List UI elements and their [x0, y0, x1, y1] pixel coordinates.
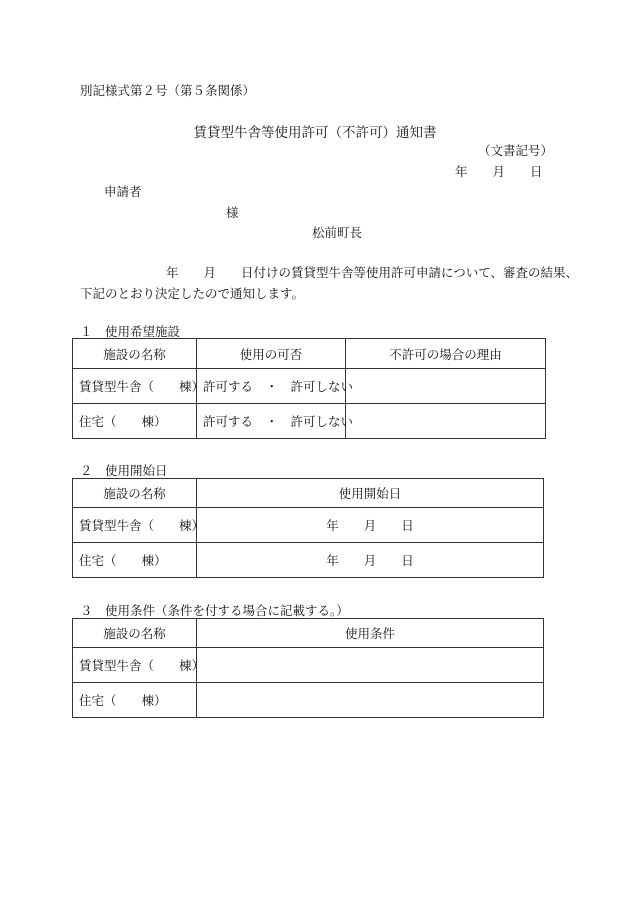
form-label: 別記様式第２号（第５条関係）	[80, 83, 256, 98]
facility-name-cell: 住宅（ 棟）	[73, 543, 197, 578]
header-conditions: 使用条件	[197, 619, 544, 648]
document-title: 賃貸型牛舎等使用許可（不許可）通知書	[193, 125, 437, 141]
section-2-heading: ２ 使用開始日	[80, 463, 168, 478]
start-date-table	[72, 478, 544, 578]
conditions-cell[interactable]	[197, 683, 544, 718]
permission-cell: 許可する ・ 許可しない	[197, 369, 346, 404]
issuer-name: 松前町長	[312, 225, 363, 240]
facility-name-cell: 住宅（ 棟）	[73, 404, 197, 439]
issue-date: 年 月 日	[455, 164, 543, 179]
usage-facility-table	[72, 338, 546, 439]
table-row	[73, 508, 544, 543]
table-row	[73, 404, 546, 439]
section-3-heading: ３ 使用条件（条件を付する場合に記載する。）	[80, 603, 349, 618]
table-header-row	[73, 339, 546, 369]
facility-name-cell: 賃貸型牛舎（ 棟）	[73, 508, 197, 543]
header-rejection-reason: 不許可の場合の理由	[346, 339, 546, 369]
usage-conditions-table	[72, 618, 544, 718]
table-header-row	[73, 479, 544, 508]
body-text-line-2: 下記のとおり決定したので通知します。	[80, 286, 305, 301]
permission-cell: 許可する ・ 許可しない	[197, 404, 346, 439]
applicant-label: 申請者	[104, 184, 142, 199]
document-number: （文書記号）	[478, 143, 554, 158]
header-facility-name: 施設の名称	[73, 479, 197, 508]
start-date-cell[interactable]: 年 月 日	[197, 508, 544, 543]
facility-name-cell: 賃貸型牛舎（ 棟）	[73, 648, 197, 683]
table-row	[73, 648, 544, 683]
start-date-cell[interactable]: 年 月 日	[197, 543, 544, 578]
facility-name-cell: 賃貸型牛舎（ 棟）	[73, 369, 197, 404]
header-facility-name: 施設の名称	[73, 619, 197, 648]
body-text-line-1: 年 月 日付けの賃貸型牛舎等使用許可申請について、審査の結果、	[166, 265, 579, 280]
table-row	[73, 369, 546, 404]
honorific: 様	[226, 205, 239, 220]
table-row	[73, 543, 544, 578]
table-header-row	[73, 619, 544, 648]
header-start-date: 使用開始日	[197, 479, 544, 508]
facility-name-cell: 住宅（ 棟）	[73, 683, 197, 718]
header-facility-name: 施設の名称	[73, 339, 197, 369]
table-row	[73, 683, 544, 718]
conditions-cell[interactable]	[197, 648, 544, 683]
section-1-heading: １ 使用希望施設	[80, 324, 181, 339]
header-permission: 使用の可否	[197, 339, 346, 369]
rejection-reason-cell[interactable]	[346, 369, 546, 404]
rejection-reason-cell[interactable]	[346, 404, 546, 439]
